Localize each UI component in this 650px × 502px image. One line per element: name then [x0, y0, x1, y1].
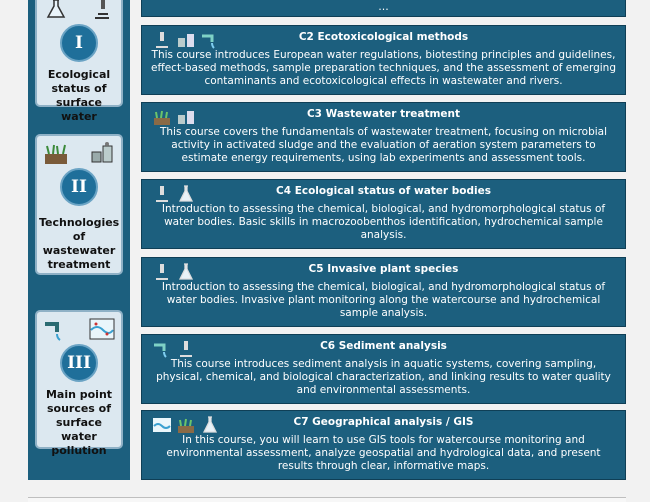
plants-box-icon: [152, 107, 172, 127]
plants-box-icon: [176, 415, 196, 435]
river-pollution-icon: [89, 316, 115, 342]
module-1-numeral: I: [60, 24, 98, 62]
course-card-c5[interactable]: [141, 257, 626, 327]
microscope-icon: [89, 0, 115, 22]
course-previous-text: …: [378, 1, 389, 13]
course-card-c6[interactable]: [141, 334, 626, 404]
course-c5-description: Introduction to assessing the chemical, biological, and hydromorphological status of water bodies. Invasive plant monitoring along the watercourse and hydrochemical sample analysis.: [161, 281, 606, 319]
course-c5-icons: [152, 262, 196, 282]
course-c5-title: C5 Invasive plant species: [308, 263, 459, 275]
microscope-icon: [176, 339, 196, 359]
course-card-c7[interactable]: [141, 410, 626, 480]
course-c3-description: This course covers the fundamentals of wastewater treatment, focusing on microbial activity in activated sludge and the evaluation of aeration system parameters to estimate energy requirements, using lab experiments and assessment tools.: [159, 126, 608, 164]
microscope-icon: [152, 262, 172, 282]
treatment-plant-icon: [176, 107, 196, 127]
course-c4-description: Introduction to assessing the chemical, biological, and hydromorphological status of water bodies. Basic skills in macrozoobenthos identification, hydrochemical sample analysis.: [161, 203, 606, 241]
plants-box-icon: [43, 140, 69, 166]
module-2-icons: [37, 136, 121, 166]
module-card-3[interactable]: [35, 310, 123, 457]
flask-icon: [176, 262, 196, 282]
course-card-c3[interactable]: [141, 102, 626, 172]
module-2-label: Technologies of wastewater treatment: [39, 216, 120, 271]
course-c7-icons: [152, 415, 220, 435]
course-c6-icons: [152, 339, 196, 359]
course-c2-title: C2 Ecotoxicological methods: [298, 31, 469, 43]
module-card-1[interactable]: [35, 0, 123, 123]
course-c7-title: C7 Geographical analysis / GIS: [293, 416, 474, 428]
course-card-c2[interactable]: [141, 25, 626, 95]
module-1-icons: [37, 0, 121, 22]
course-c2-icons: [152, 30, 220, 50]
flask-icon: [200, 415, 220, 435]
module-2-numeral: II: [60, 168, 98, 206]
course-c4-title: C4 Ecological status of water bodies: [276, 185, 491, 197]
course-c3-icons: [152, 107, 196, 127]
flask-icon: [43, 0, 69, 22]
module-3-numeral: III: [60, 344, 98, 382]
pipe-outlet-icon: [43, 316, 69, 342]
pipe-outlet-icon: [200, 30, 220, 50]
course-c2-description: This course introduces European water regulations, biotesting principles and guidelines, effect-based methods, sample preparation techniques, and the assessment of emerging contaminants and ecotoxicological effects in wastewater and rivers.: [151, 49, 616, 87]
course-c4-icons: [152, 184, 196, 204]
module-sidebar: [28, 0, 130, 480]
course-c6-title: C6 Sediment analysis: [320, 340, 447, 352]
treatment-plant-icon: [176, 30, 196, 50]
treatment-plant-icon: [89, 140, 115, 166]
module-card-2[interactable]: [35, 134, 123, 275]
course-c6-description: This course introduces sediment analysis in aquatic systems, covering sampling, physical, chemical, and biological characterization, and linking results to water quality and environmental assessments.: [156, 358, 611, 396]
module-3-label: Main point sources of surface water pollution: [45, 388, 113, 457]
course-card-previous: [141, 0, 626, 17]
river-pollution-icon: [152, 415, 172, 435]
microscope-icon: [152, 30, 172, 50]
course-c7-description: In this course, you will learn to use GIS tools for watercourse monitoring and environmental assessment, analyze geospatial and hydrological data, and present results through clear, informative maps.: [166, 434, 601, 472]
flask-icon: [176, 184, 196, 204]
course-card-c4[interactable]: [141, 179, 626, 249]
microscope-icon: [152, 184, 172, 204]
pipe-outlet-icon: [152, 339, 172, 359]
course-c3-title: C3 Wastewater treatment: [306, 108, 461, 120]
module-1-label: Ecological status of surface water: [47, 68, 111, 123]
module-3-icons: [37, 312, 121, 342]
